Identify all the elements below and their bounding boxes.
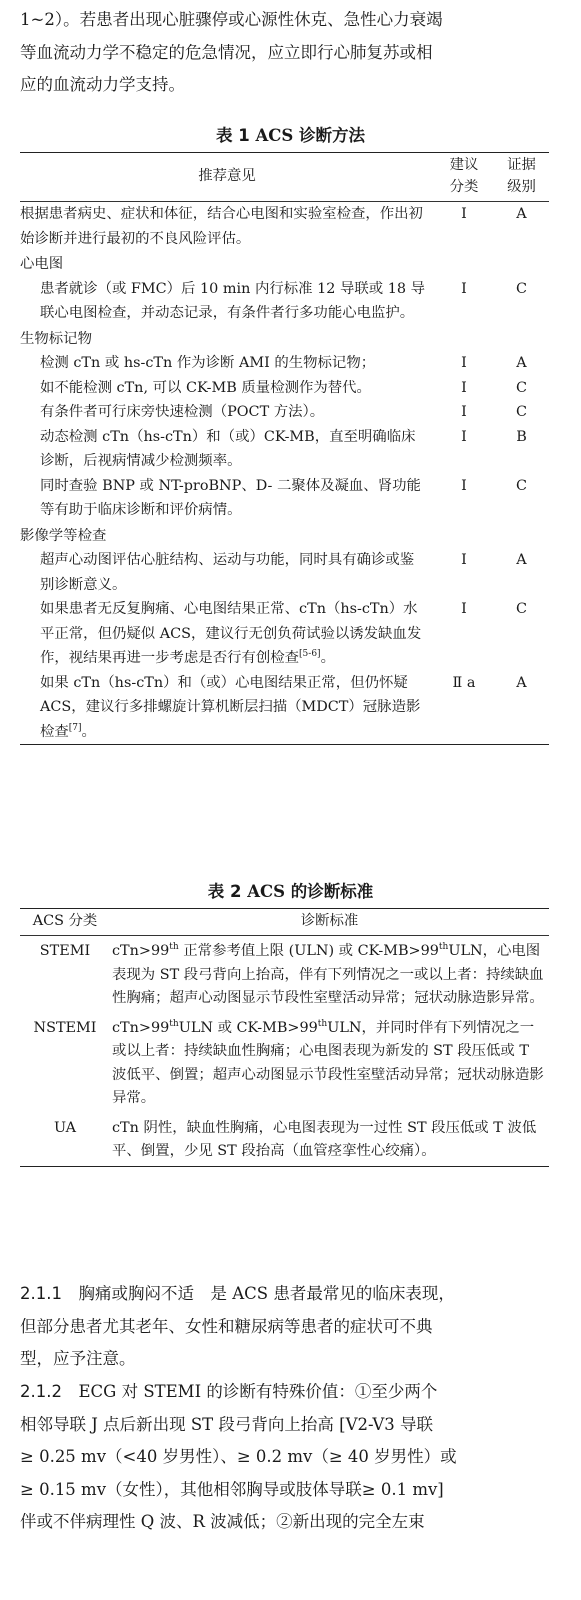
recommendation-class: I [461,601,467,617]
recommendation-text: 根据患者病史、症状和体征，结合心电图和实验室检查，作出初始诊断并进行最初的不良风险评估。 [20,206,423,247]
text-line: 等血流动力学不稳定的危急情况，应立即行心肺复苏或相 [20,42,433,62]
header-level-text: 证据 级别 [507,157,536,195]
table1-diagnosis-methods [20,152,549,745]
recommendation-class: I [461,477,467,494]
table1-caption [0,122,581,146]
recommendation-class: Ⅱ a [452,674,476,691]
text-line: 伴或不伴病理性 Q 波、R 波减低；②新出现的完全左束 [20,1512,425,1531]
table1-caption-prefix: 表 1 [215,126,250,145]
recommendation-cell [20,425,434,474]
recommendation-text: 超声心动图评估心脏结构、运动与功能，同时具有确诊或鉴别诊断意义。 [40,552,415,593]
table2-row [20,1013,549,1113]
recommendation-class: I [461,280,467,297]
table1-row [20,671,549,745]
table1-header-row [20,153,549,202]
section-heading-text: ECG 对 STEMI 的诊断有特殊价值：①至少两个 [61,1382,438,1401]
evidence-level: A [516,355,527,371]
recommendation-cell [20,376,434,401]
table2-diagnostic-criteria [20,908,549,1167]
table2-row [20,936,549,1013]
evidence-level: C [515,601,527,617]
evidence-level: B [516,428,527,445]
evidence-level: C [515,379,527,396]
criteria-text: cTn>99 [112,943,170,959]
evidence-level: C [515,477,527,494]
superscript: th [169,1018,179,1029]
criteria-cell [110,1113,549,1167]
sentence-end: 。 [320,650,335,666]
acs-category: STEMI [39,943,91,959]
table1-caption-title: ACS 诊断方法 [255,126,366,145]
header-level [494,153,549,202]
citation-ref: [7] [68,722,82,733]
text-line: 型，应予注意。 [20,1349,136,1368]
table1-row [20,202,549,252]
evidence-level: C [515,404,527,420]
text-line: 但部分患者尤其老年、女性和糖尿病等患者的症状可不典 [20,1316,433,1336]
text-line: 1~2）。若患者出现心脏骤停或心源性休克、急性心力衰竭 [20,10,443,29]
recommendation-class: I [461,404,467,420]
text-line: ≥ 0.15 mv（女性），其他相邻胸导或肢体导联≥ 0.1 mv] [20,1479,444,1499]
recommendation-cell [20,548,434,597]
section-2-1-2 [20,1376,562,1539]
recommendation-class: I [461,552,467,568]
recommendation-text: 检测 cTn 或 hs-cTn 作为诊断 AMI 的生物标记物； [40,355,376,371]
superscript: th [438,942,449,953]
header-class-text: 建议 分类 [449,157,479,195]
superscript: th [169,942,179,953]
table1-row [20,597,549,671]
sentence-end: 。 [81,723,96,740]
header-class [434,153,494,202]
table2-caption-title: ACS 的诊断标准 [247,882,374,901]
recommendation-cell [20,202,434,252]
table1-row [20,376,549,401]
table2-caption-prefix: 表 2 [207,882,242,901]
section-heading-text: 胸痛或胸闷不适 是 ACS 患者最常见的临床表现， [61,1284,455,1303]
recommendation-class: I [461,379,467,396]
criteria-text: cTn 阴性，缺血性胸痛，心电图表现为一过性 ST 段压低或 T 波低平、倒置，少见 ST 段抬高（血管痉挛性心绞痛）。 [112,1119,537,1159]
text-line [20,1278,562,1311]
table1-row [20,400,549,425]
superscript: th [317,1018,328,1029]
recommendation-cell [20,351,434,376]
recommendation-text: 有条件者可行床旁快速检测（POCT 方法）。 [40,404,325,420]
table1-section-row [20,523,549,549]
header-criteria: 诊断标准 [110,909,549,936]
text-line [20,1376,562,1409]
section-number: 2.1.1 [20,1284,62,1303]
recommendation-text: 动态检测 cTn（hs-cTn）和（或）CK-MB，直至明确临床诊断，后视病情减少检测频率。 [40,428,416,469]
recommendation-text: 同时查验 BNP 或 NT-proBNP、D- 二聚体及凝血、肾功能等有助于临床诊断和评价病情。 [40,477,421,518]
table1-section-row [20,326,549,352]
table1-row [20,474,549,523]
acs-category: UA [53,1119,77,1136]
criteria-cell [110,1013,549,1113]
recommendation-cell [20,597,434,671]
table1-row [20,277,549,326]
evidence-level: A [516,552,527,568]
recommendation-class: I [461,428,467,445]
criteria-text: ULN，并同时伴有下列情况之一或以上者：持续缺血性胸痛；心电图表现为新发的 ST 段压低或 T 波低平、倒置；超声心动图显示节段性室壁活动异常；冠状动脉造影异常。 [112,1019,544,1106]
section-number: 2.1.2 [20,1382,62,1401]
table1-row [20,548,549,597]
citation-ref: [5-6] [299,649,321,660]
table2-header-row [20,909,549,936]
acs-category: NSTEMI [33,1019,97,1036]
table2-caption [0,878,581,902]
criteria-cell [110,936,549,1013]
criteria-text: ULN，心电图表现为 ST 段弓背向上抬高，伴有下列情况之一或以上者：持续缺血性胸痛；超声心动图显示节段性室壁活动异常；冠状动脉造影异常。 [112,943,544,1006]
recommendation-text: 患者就诊（或 FMC）后 10 min 内行标准 12 导联或 18 导联心电图检查，并动态记录，有条件者行多功能心电监护。 [40,280,426,321]
table1-section-row [20,251,549,277]
section-2-1-1 [20,1278,562,1376]
table2-row [20,1113,549,1167]
header-recommendation: 推荐意见 [20,153,434,202]
recommendation-class: I [461,206,467,222]
criteria-text: cTn>99 [112,1019,170,1036]
text-line: 相邻导联 J 点后新出现 ST 段弓背向上抬高 [V2-V3 导联 [20,1414,434,1434]
table1-row [20,351,549,376]
recommendation-class: I [461,355,467,371]
recommendation-text: 如果 cTn（hs-cTn）和（或）心电图结果正常，但仍怀疑 ACS，建议行多排螺旋计算机断层扫描（MDCT）冠脉造影检查 [40,674,421,740]
header-category: ACS 分类 [20,909,110,936]
recommendation-cell [20,400,434,425]
criteria-text: ULN 或 CK-MB>99 [178,1019,318,1036]
criteria-text: 正常参考值上限 (ULN) 或 CK-MB>99 [178,943,439,959]
recommendation-cell [20,474,434,523]
evidence-level: A [516,206,527,222]
intro-paragraph [20,4,562,102]
recommendation-cell [20,671,434,745]
section-label: 生物标记物 [20,330,92,347]
evidence-level: C [515,280,527,297]
section-label: 影像学等检查 [20,527,107,544]
text-line: 应的血流动力学支持。 [20,75,185,94]
text-line: ≥ 0.25 mv（<40 岁男性）、≥ 0.2 mv（≥ 40 岁男性）或 [20,1447,457,1466]
recommendation-text: 如不能检测 cTn, 可以 CK-MB 质量检测作为替代。 [40,379,371,396]
recommendation-cell [20,277,434,326]
evidence-level: A [516,674,527,691]
section-label: 心电图 [20,256,64,272]
table1-row [20,425,549,474]
recommendation-text: 如果患者无反复胸痛、心电图结果正常、cTn（hs-cTn）水平正常，但仍疑似 ACS，建议行无创负荷试验以诱发缺血发作，视结果再进一步考虑是否行有创检查 [40,601,422,666]
